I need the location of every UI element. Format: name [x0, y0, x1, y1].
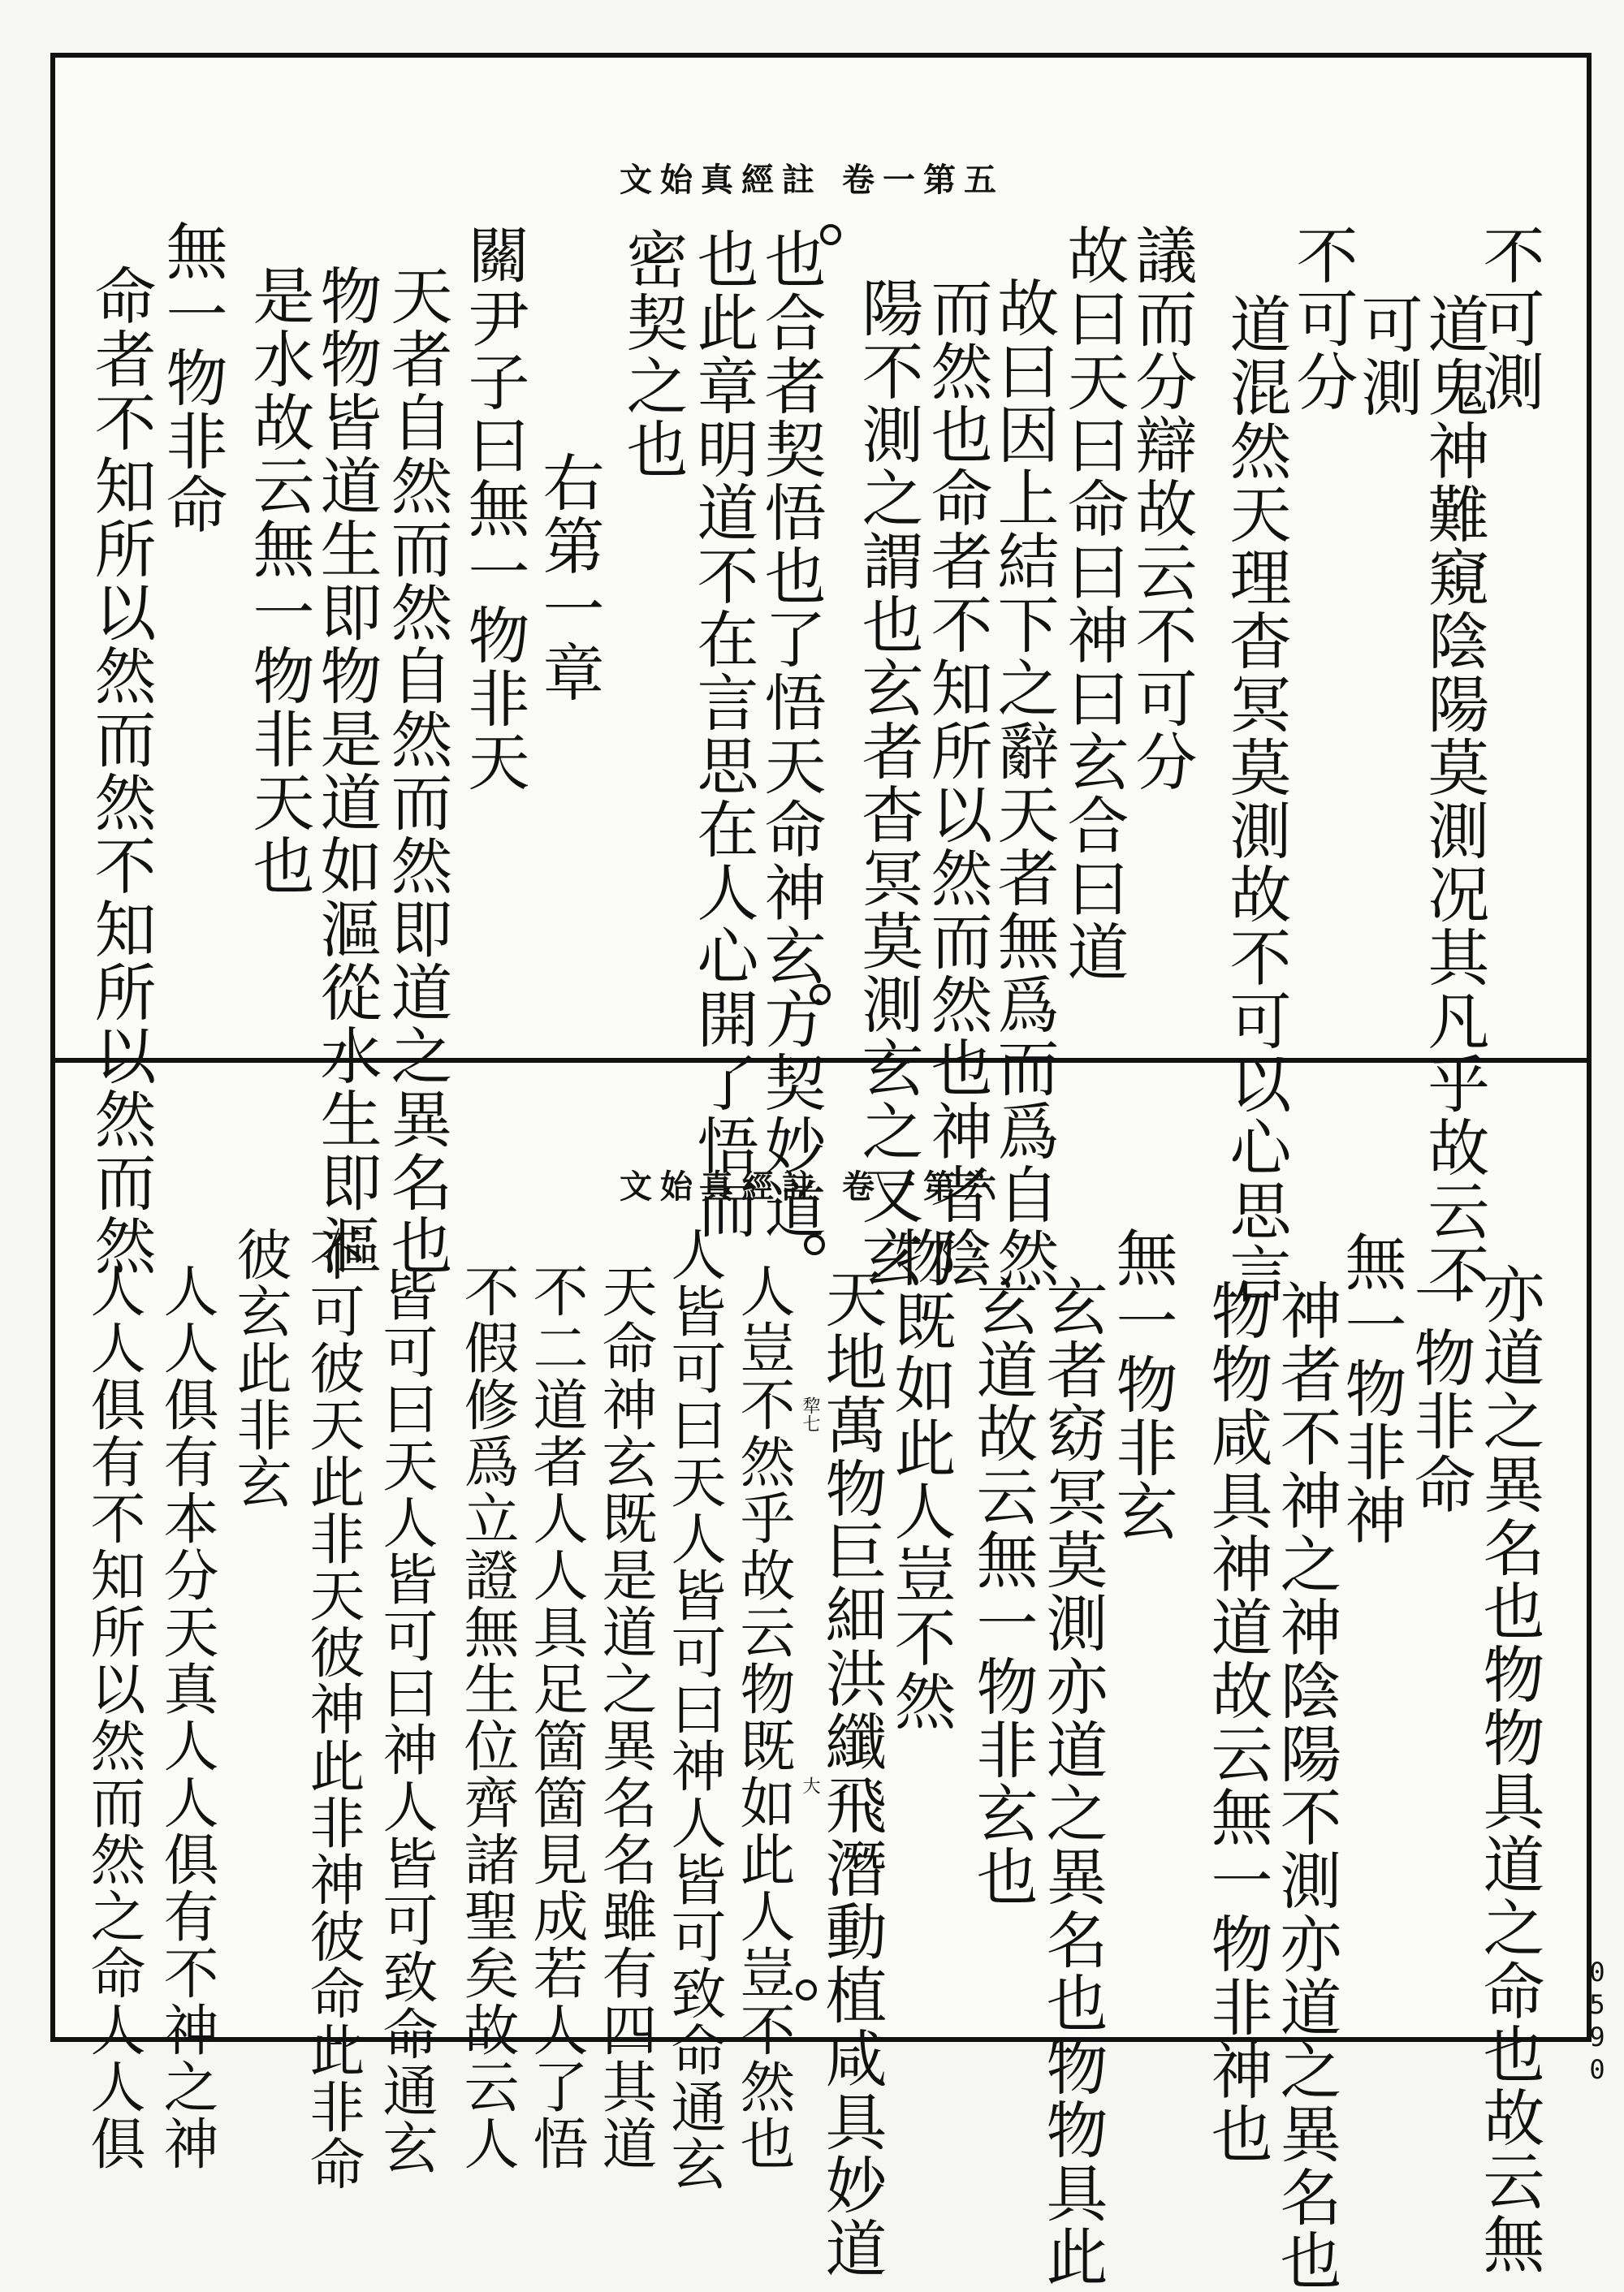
bottom-col-6: 無一物非玄: [1106, 1226, 1178, 1543]
top-col-11: 也合者契悟也了悟天命神玄方契妙道: [754, 227, 827, 1241]
bottom-col-11: 人豈不然乎故云物既如此人豈不然也: [731, 1263, 795, 2172]
top-col-3: 可測: [1351, 292, 1423, 419]
top-col-18: 是水故云無一物非天也: [243, 264, 315, 897]
top-col-15: 關尹子曰無一物非天: [458, 223, 530, 793]
bottom-col-20: 人人俱有不知所以然而然之命人人俱: [81, 1263, 145, 2172]
top-col-12: 也此章明道不在言思在人心開了悟而: [687, 227, 759, 1241]
bottom-col-9: 物既如此人豈不然: [884, 1226, 957, 1733]
bottom-page-header: 文始真經註 卷一第六: [620, 1168, 1004, 1206]
top-col-2: 道鬼神難窺陰陽莫測况其凡乎故云不: [1418, 292, 1490, 1306]
top-col-10: 陽不測之謂也玄者杳冥莫測玄之又玄: [852, 276, 924, 1289]
top-col-6: 議而分辯故云不可分: [1125, 223, 1198, 793]
bottom-col-2: 一物非命: [1404, 1263, 1476, 1516]
circle-mark: [796, 1979, 817, 2001]
bottom-col-5: 物物咸具神道故云無一物非神也: [1201, 1279, 1273, 2165]
bottom-col-16: 皆可曰天人皆可曰神人皆可致命通玄: [374, 1267, 438, 2176]
top-col-4: 不可分: [1286, 223, 1358, 413]
bottom-col-8: 玄道故云無一物非玄也: [966, 1275, 1039, 1908]
top-col-7: 故曰天曰命曰神曰玄合曰道: [1057, 223, 1129, 983]
top-col-1: 不可測: [1473, 223, 1545, 413]
bottom-col-10: 天地萬物巨細洪纖飛潛動植咸具妙道: [815, 1267, 888, 2280]
top-col-13: 密契之也: [616, 227, 689, 481]
top-col-16: 天者自然而然自然而然即道之異名也: [381, 264, 453, 1277]
top-col-14: 右第一章: [533, 451, 605, 704]
circle-mark: [810, 984, 831, 1005]
bottom-col-19: 人人俱有本分天真人人俱有不神之神: [154, 1263, 218, 2172]
bottom-col-18: 彼玄此非玄: [227, 1226, 292, 1510]
circle-mark: [804, 1234, 825, 1255]
marginal-note-2: 大: [800, 1776, 820, 1794]
bottom-col-1: 亦道之異名也物物具道之命也故云無: [1473, 1263, 1545, 2276]
top-col-5: 道混然天理杳冥莫測故不可以心思言: [1220, 292, 1292, 1306]
top-col-20: 命者不知所以然而然不知所以然而然: [84, 264, 157, 1277]
bottom-col-14: 不二道者人人具足箇箇見成若人了悟: [524, 1263, 588, 2172]
bottom-col-3: 無一物非神: [1335, 1230, 1407, 1547]
top-col-8: 故曰因上結下之辭天者無爲而爲自然: [987, 276, 1060, 1289]
top-page-header: 文始真經註 卷一第五: [620, 161, 1004, 199]
bottom-col-7: 玄者窈冥莫測亦道之異名也物物具此: [1036, 1275, 1108, 2288]
bottom-col-12: 人皆可曰天人皆可曰神人皆可致命通玄: [662, 1226, 726, 2192]
bottom-col-15: 不假修爲立證無生位齊諸聖矣故云人: [455, 1263, 519, 2172]
bottom-col-13: 天命神玄既是道之異名名雖有四其道: [593, 1263, 657, 2172]
top-col-19: 無一物非命: [156, 219, 228, 536]
top-col-17: 物物皆道生即物是道如漚從水生即漚: [310, 264, 382, 1277]
top-col-9: 而然也命者不知所以然而然也神者陰: [921, 276, 993, 1289]
page-number: 0590: [1582, 1957, 1613, 2087]
marginal-note-1: 犂七: [800, 1396, 820, 1432]
bottom-col-4: 神者不神之神陰陽不測亦道之異名也: [1270, 1279, 1342, 2292]
bottom-col-17: 不可彼天此非天彼神此非神彼命此非命: [300, 1226, 365, 2192]
